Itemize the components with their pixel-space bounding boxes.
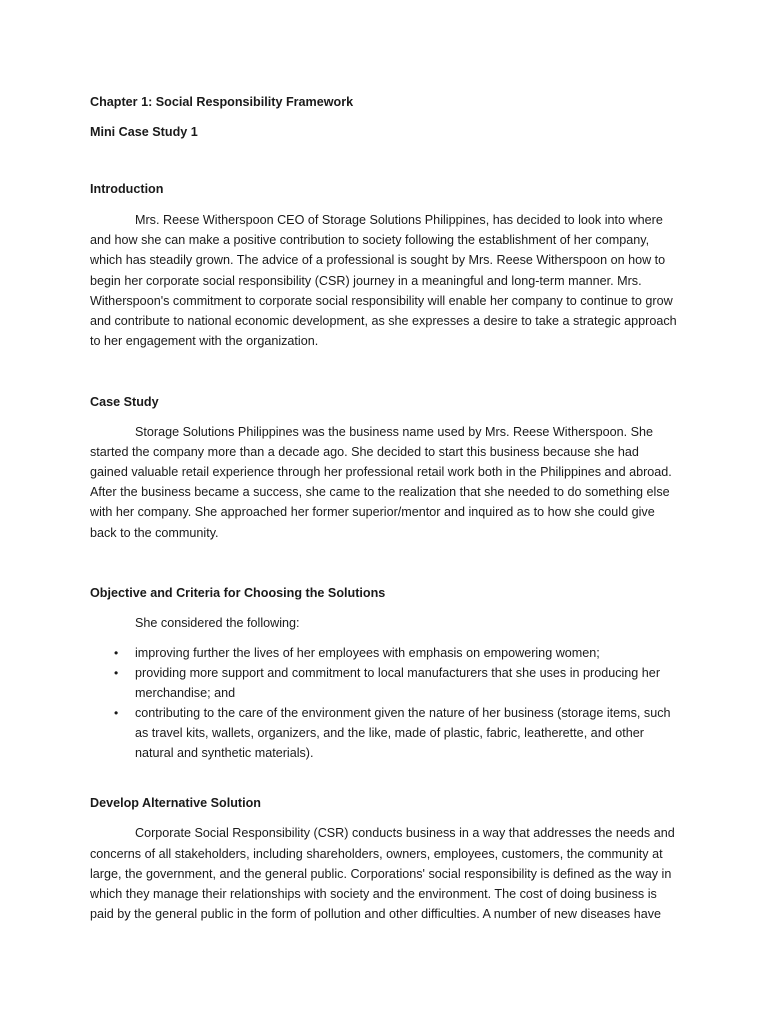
list-item bbox=[90, 643, 680, 663]
case-study-heading: Case Study bbox=[90, 394, 159, 409]
objective-intro: She considered the following: bbox=[135, 615, 300, 630]
objective-list bbox=[90, 643, 680, 764]
document-page bbox=[90, 92, 680, 924]
list-item bbox=[90, 703, 680, 763]
list-item bbox=[90, 663, 680, 703]
alternative-paragraph: Corporate Social Responsibility (CSR) conducts business in a way that addresses the needs and concerns of all stakeholders, including shareholders, owners, employees, customers, the community at large, the government, and the general public. Corporations' social responsibility is defined as the way in which they manage their relationships with society and the environment. The cost of doing business is paid by the general public in the form of pollution and other difficulties. A number of new diseases have bbox=[90, 826, 675, 921]
objective-heading: Objective and Criteria for Choosing the Solutions bbox=[90, 585, 386, 600]
bullet-icon: • bbox=[114, 645, 119, 660]
introduction-paragraph: Mrs. Reese Witherspoon CEO of Storage Solutions Philippines, has decided to look into where and how she can make a positive contribution to society following the establishment of her company, which has steadily grown. The advice of a professional is sought by Mrs. Reese Witherspoon on how to begin her corporate social responsibility (CSR) journey in a meaningful and long-term manner. Mrs. Witherspoon's commitment to corporate social responsibility will enable her company to continue to grow and contribute to national economic development, as she expresses a desire to take a strategic approach to her engagement with the organization. bbox=[90, 213, 677, 348]
chapter-title: Chapter 1: Social Responsibility Framework bbox=[90, 95, 354, 109]
alternative-heading: Develop Alternative Solution bbox=[90, 796, 261, 811]
case-study-paragraph: Storage Solutions Philippines was the business name used by Mrs. Reese Witherspoon. She started the company more than a decade ago. She decided to start this business because she had gained valuable retail experience through her professional retail work both in the Philippines and abroad. After the business became a success, she came to the realization that she needed to do something else with her company. She approached her former superior/mentor and inquired as to how she could give back to the community. bbox=[90, 425, 672, 540]
bullet-icon: • bbox=[114, 706, 119, 721]
list-item-text: contributing to the care of the environment given the nature of her business (storage items, such as travel kits, wallets, organizers, and the like, made of plastic, fabric, leatherette, and other natural and synthetic materials). bbox=[135, 706, 671, 761]
case-label: Mini Case Study 1 bbox=[90, 125, 198, 140]
list-item-text: improving further the lives of her employees with emphasis on empowering women; bbox=[135, 645, 600, 660]
introduction-heading: Introduction bbox=[90, 182, 164, 197]
bullet-icon: • bbox=[114, 665, 119, 680]
list-item-text: providing more support and commitment to local manufacturers that she uses in producing her merchandise; and bbox=[135, 665, 661, 700]
